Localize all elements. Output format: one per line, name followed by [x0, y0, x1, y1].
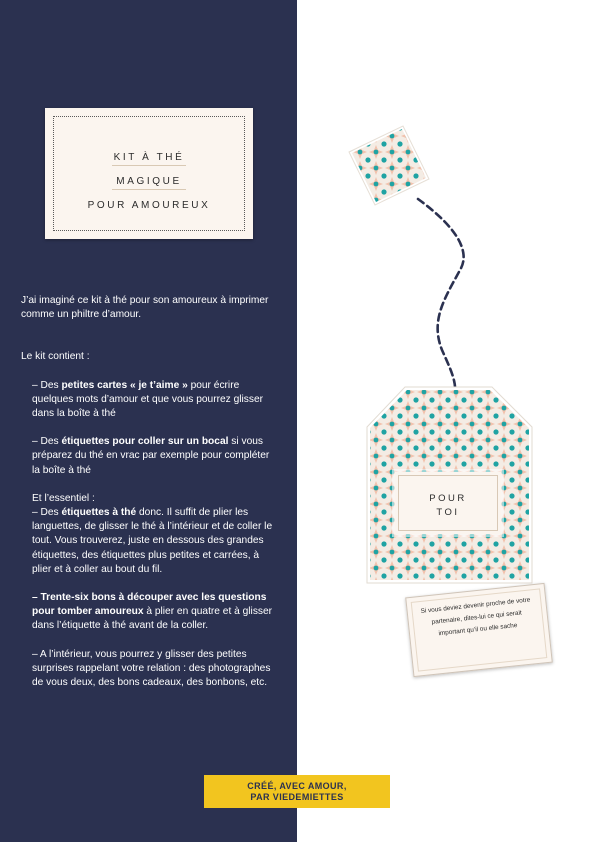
tea-bag-label — [395, 472, 501, 534]
credit-line-1: CRÉÉ, AVEC AMOUR, — [247, 781, 347, 791]
credit-line-2: PAR VIEDEMIETTES — [250, 792, 344, 802]
credit-banner — [204, 775, 390, 808]
kit-contents-heading: Le kit contient : — [21, 351, 90, 363]
list-item: – Des petites cartes « je t’aime » pour écrire quelques mots d’amour et que vous pourrez glisser dans la boîte à thé — [32, 379, 264, 420]
title-line-2: MAGIQUE — [116, 176, 182, 187]
list-item: – Des étiquettes à thé donc. Il suffit de plier les languettes, de glisser le thé à l’intérieur et de coller le tout. Vous trouverez, juste en dessous des grandes étiquettes, des étiquettes plus petites et carrées, à plier et à coller au bout du fil. — [32, 507, 273, 575]
question-text: Si vous deviez devenir proche de votre partenaire, dites-lui ce qui serait important qu’il ou elle sache — [420, 596, 531, 638]
list-item: – Trente-six bons à découper avec les questions pour tomber amoureux à plier en quatre et à glisser dans l’étiquette à thé avant de la coller. — [32, 592, 273, 632]
list-item: – A l’intérieur, vous pourrez y glisser des petites surprises rappelant votre relation : des photographes de vous deux, des bons cadeaux, des bonbons, etc. — [32, 648, 271, 689]
tag-label-line-2: TOI — [436, 507, 460, 518]
tag-label-line-1: POUR — [429, 493, 467, 504]
intro-paragraph: J’ai imaginé ce kit à thé pour son amoureux à imprimer comme un philtre d’amour. — [21, 295, 269, 321]
list-item: – Des étiquettes pour coller sur un bocal si vous préparez du thé en vrac par exemple pour compléter la boîte à thé — [32, 436, 270, 476]
title-line-3: POUR AMOUREUX — [87, 200, 211, 211]
small-square-tag — [349, 126, 429, 205]
essential-heading: Et l’essentiel : — [32, 492, 95, 504]
tea-bag-string — [418, 199, 464, 392]
question-card — [405, 583, 553, 677]
title-line-1: KIT À THÉ — [113, 152, 185, 163]
